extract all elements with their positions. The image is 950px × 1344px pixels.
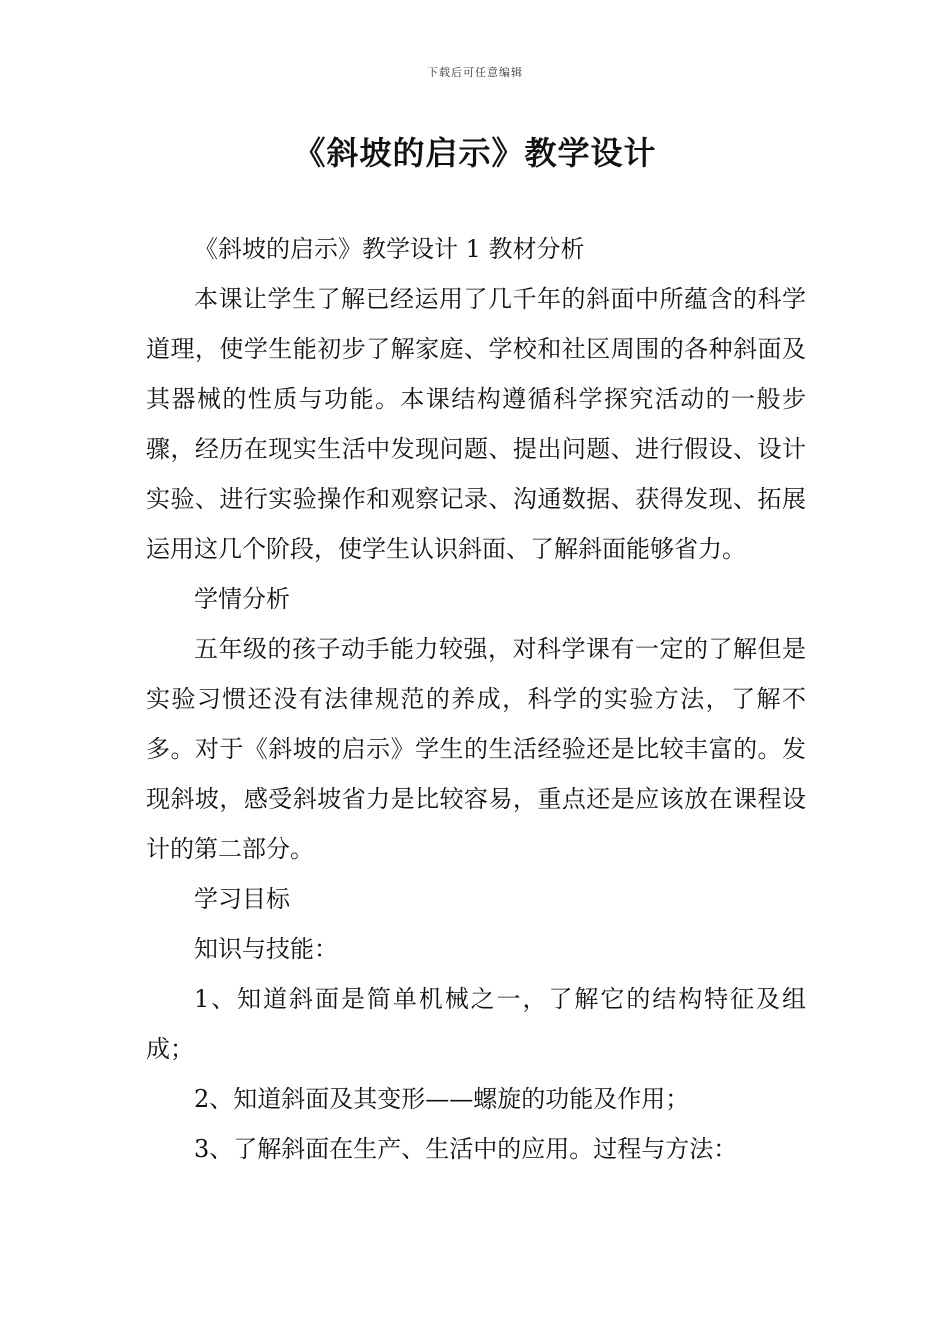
paragraph-textbook-analysis: 本课让学生了解已经运用了几千年的斜面中所蕴含的科学道理，使学生能初步了解家庭、学校和社区周围的各种斜面及其器械的性质与功能。本课结构遵循科学探究活动的一般步骤，经历在现实生活中发现问题、提出问题、进行假设、设计实验、进行实验操作和观察记录、沟通数据、获得发现、拓展运用这几个阶段，使学生认识斜面、了解斜面能够省力。 [146, 285, 806, 563]
page-header-note: 下载后可任意编辑 [427, 66, 523, 79]
document-title: 《斜坡的启示》教学设计 [293, 134, 657, 172]
list-item-goal-2: 2、知道斜面及其变形——螺旋的功能及作用； [194, 1085, 690, 1113]
paragraph-learner-analysis: 五年级的孩子动手能力较强，对科学课有一定的了解但是实验习惯还没有法律规范的养成，科学的实验方法，了解不多。对于《斜坡的启示》学生的生活经验还是比较丰富的。发现斜坡，感受斜坡省力是比较容易，重点还是应该放在课程设计的第二部分。 [146, 635, 806, 863]
subheading-knowledge-skills: 知识与技能： [194, 935, 338, 963]
document-body [146, 224, 806, 1174]
section-heading-textbook-analysis: 《斜坡的启示》教学设计 1 教材分析 [194, 235, 585, 263]
section-heading-learner-analysis: 学情分析 [194, 585, 290, 613]
section-heading-learning-goals: 学习目标 [194, 885, 290, 913]
list-item-goal-1: 1、知道斜面是简单机械之一，了解它的结构特征及组成； [146, 985, 806, 1063]
list-item-goal-3: 3、了解斜面在生产、生活中的应用。过程与方法： [194, 1135, 738, 1163]
